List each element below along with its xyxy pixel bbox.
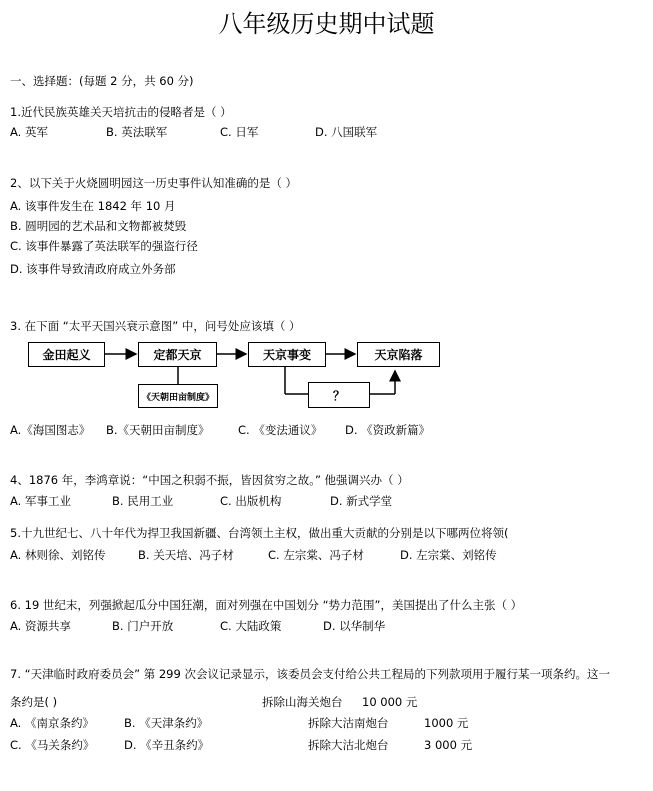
q2-option-b[interactable]: B. 圆明园的艺术品和文物都被焚毁	[10, 219, 187, 233]
q7-option-b[interactable]: B. 《天津条约》	[124, 716, 209, 730]
question-6-stem: 6. 19 世纪末，列强掀起瓜分中国狂潮，面对列强在中国划分 “势力范围”，美国提出了什么主张（ ）	[10, 598, 523, 612]
q2-option-a[interactable]: A. 该事件发生在 1842 年 10 月	[10, 199, 176, 213]
diagram-box-dingdu: 定都天京	[138, 342, 217, 367]
q7-option-d[interactable]: D. 《辛丑条约》	[124, 738, 210, 752]
diagram-box-shibian: 天京事变	[248, 342, 326, 367]
q5-option-b[interactable]: B. 关天培、冯子材	[138, 548, 234, 562]
q2-option-c[interactable]: C. 该事件暴露了英法联军的强盗行径	[10, 239, 198, 253]
q7-table-item: 拆除山海关炮台	[262, 695, 343, 709]
q7-option-a[interactable]: A. 《南京条约》	[10, 716, 94, 730]
question-1-stem: 1.近代民族英雄关天培抗击的侵略者是（ ）	[10, 105, 232, 119]
q3-option-d[interactable]: D. 《资政新篇》	[345, 423, 431, 437]
q4-option-c[interactable]: C. 出版机构	[220, 494, 282, 508]
q7-table-amount: 10 000 元	[362, 695, 418, 709]
q6-option-b[interactable]: B. 门户开放	[112, 619, 174, 633]
q1-option-c[interactable]: C. 日军	[220, 125, 259, 139]
q6-option-c[interactable]: C. 大陆政策	[220, 619, 282, 633]
diagram-box-xianluo: 天京陷落	[357, 342, 440, 367]
q2-option-d[interactable]: D. 该事件导致清政府成立外务部	[10, 262, 176, 276]
q4-option-b[interactable]: B. 民用工业	[112, 494, 174, 508]
question-7-stem-cont: 条约是( )	[10, 695, 58, 709]
q5-option-a[interactable]: A. 林则徐、刘铭传	[10, 548, 106, 562]
q7-table-item: 拆除大沽北炮台	[308, 738, 389, 752]
question-2-stem: 2、以下关于火烧圆明园这一历史事件认知准确的是（ ）	[10, 176, 297, 190]
q4-option-d[interactable]: D. 新式学堂	[330, 494, 393, 508]
taiping-diagram	[28, 338, 448, 416]
q7-table-amount: 3 000 元	[424, 738, 473, 752]
diagram-box-jintian: 金田起义	[28, 342, 105, 367]
q3-option-a[interactable]: A.《海国图志》	[10, 423, 91, 437]
diagram-box-question: ？	[308, 382, 370, 408]
q7-option-c[interactable]: C. 《马关条约》	[10, 738, 95, 752]
question-4-stem: 4、1876 年，李鸿章说：“中国之积弱不振，皆因贫穷之故。” 他强调兴办（ ）	[10, 473, 409, 487]
page-title: 八年级历史期中试题	[218, 10, 435, 38]
q4-option-a[interactable]: A. 军事工业	[10, 494, 71, 508]
q6-option-d[interactable]: D. 以华制华	[323, 619, 386, 633]
q7-table-item: 拆除大沽南炮台	[308, 716, 389, 730]
q1-option-d[interactable]: D. 八国联军	[315, 125, 378, 139]
q3-option-c[interactable]: C. 《变法通议》	[238, 423, 323, 437]
q5-option-d[interactable]: D. 左宗棠、刘铭传	[400, 548, 497, 562]
q6-option-a[interactable]: A. 资源共享	[10, 619, 71, 633]
q1-option-b[interactable]: B. 英法联军	[106, 125, 168, 139]
q7-table-amount: 1000 元	[424, 716, 469, 730]
diagram-box-tianchao: 《天朝田亩制度》	[138, 384, 218, 408]
question-5-stem: 5.十九世纪七、八十年代为捍卫我国新疆、台湾领土主权，做出重大贡献的分别是以下哪两位将领(	[10, 526, 509, 540]
section-heading: 一、选择题：(每题 2 分，共 60 分)	[10, 74, 194, 88]
question-3-stem: 3. 在下面 “太平天国兴衰示意图” 中，问号处应该填（ ）	[10, 319, 301, 333]
q1-option-a[interactable]: A. 英军	[10, 125, 48, 139]
q5-option-c[interactable]: C. 左宗棠、冯子材	[268, 548, 364, 562]
question-7-stem: 7. “天津临时政府委员会” 第 299 次会议记录显示，该委员会支付给公共工程局的下列款项用于履行某一项条约。这一	[10, 667, 610, 681]
q3-option-b[interactable]: B.《天朝田亩制度》	[106, 423, 210, 437]
